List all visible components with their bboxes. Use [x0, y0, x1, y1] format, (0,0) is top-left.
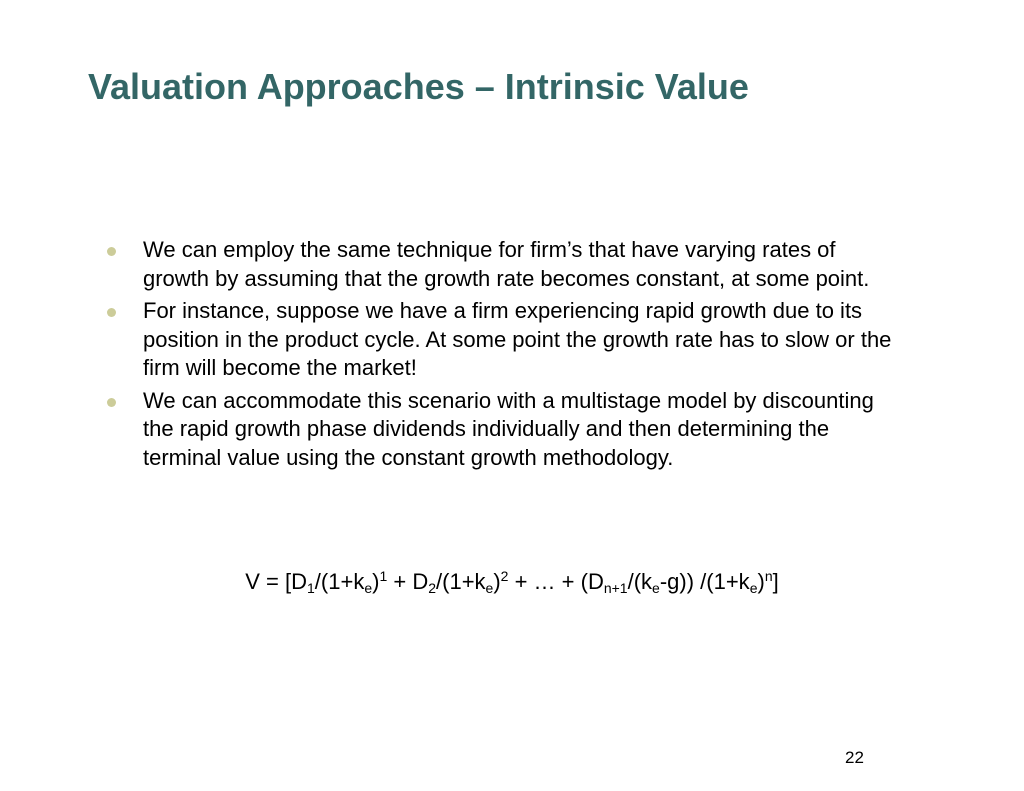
- page-number: 22: [845, 748, 864, 767]
- formula-superscript: n: [764, 568, 773, 584]
- formula-text: V = [D: [245, 569, 307, 594]
- formula-text: /(k: [627, 569, 653, 594]
- bullet-text: We can accommodate this scenario with a multistage model by discounting the rapid growth phase dividends individually and then determining the terminal value using the constant growth methodology.: [143, 387, 874, 470]
- bullet-text: For instance, suppose we have a firm experiencing rapid growth due to its position in the product cycle. At some point the growth rate has to slow or the firm will become the market!: [143, 298, 892, 380]
- formula-text: ): [757, 569, 765, 594]
- formula-subscript: 1: [307, 580, 315, 596]
- formula-text: + … + (D: [508, 569, 604, 594]
- slide-title: Valuation Approaches – Intrinsic Value: [88, 66, 749, 107]
- formula-text: ): [493, 569, 501, 594]
- formula-subscript: e: [485, 580, 494, 596]
- bullet-item: [105, 387, 905, 473]
- formula-text: + D: [387, 569, 429, 594]
- formula-text: /(1+k: [314, 569, 365, 594]
- formula-text: ]: [772, 569, 779, 594]
- bullet-list: [105, 236, 905, 476]
- valuation-formula: [0, 567, 1024, 597]
- bullet-dot-icon: [107, 247, 116, 256]
- formula-subscript: n+1: [603, 580, 628, 596]
- bullet-item: [105, 236, 905, 293]
- formula-subscript: 2: [428, 580, 437, 596]
- formula-text: -g)) /(1+k: [659, 569, 750, 594]
- formula-subscript: e: [749, 580, 758, 596]
- bullet-dot-icon: [107, 398, 116, 407]
- bullet-item: [105, 297, 905, 383]
- bullet-text: We can employ the same technique for firm’s that have varying rates of growth by assuming that the growth rate becomes constant, at some point.: [143, 237, 870, 291]
- formula-subscript: e: [652, 580, 660, 596]
- formula-subscript: e: [364, 580, 373, 596]
- formula-superscript: 2: [500, 568, 509, 584]
- formula-text: ): [372, 569, 380, 594]
- bullet-dot-icon: [107, 308, 116, 317]
- formula-text: /(1+k: [436, 569, 486, 594]
- formula-superscript: 1: [379, 568, 388, 584]
